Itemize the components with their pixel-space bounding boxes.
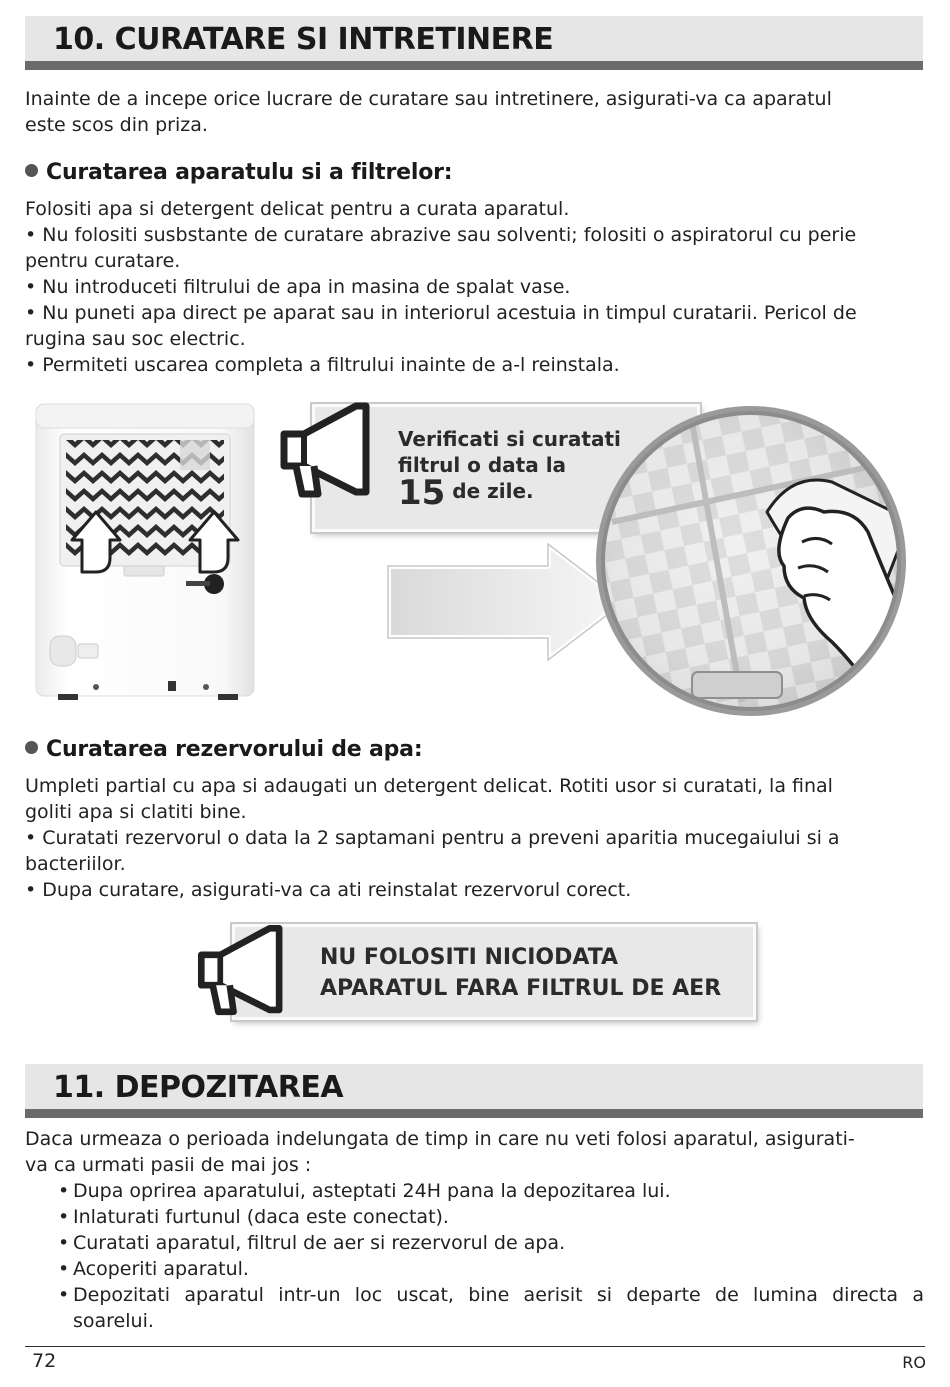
footer-divider (25, 1346, 925, 1347)
list-item: • Acoperiti aparatul. (58, 1256, 924, 1282)
list-item: • Dupa oprirea aparatului, asteptati 24H pana la depozitarea lui. (58, 1178, 924, 1204)
list-item: • Depozitati aparatul intr-un loc uscat, bine aerisit si departe de lumina directa a (58, 1282, 924, 1308)
tank-heading: Curatarea rezervorului de apa: (25, 735, 422, 765)
list-item: • Curatati aparatul, filtrul de aer si rezervorul de apa. (58, 1230, 924, 1256)
tank-text: Umpleti partial cu apa si adaugati un detergent delicat. Rotiti usor si curatati, la final goliti apa si clatiti bine. • Curatati rezervorul o data la 2 saptamani pentru a preveni aparitia mucegaiului si a bacteriilor. • Dupa curatare, asigurati-va ca ati reinstalat rezervorul corect. (25, 775, 840, 901)
section-10-header (25, 16, 923, 70)
bullet-dot-icon (25, 741, 38, 754)
megaphone-icon (188, 920, 300, 1022)
bullet-dot-icon (25, 164, 38, 177)
filters-heading: Curatarea aparatulu si a filtrelor: (25, 158, 452, 188)
section-10-title: 10. CURATARE SI INTRETINERE (53, 22, 554, 57)
days-number: 15 (398, 473, 446, 513)
list-item-continuation: soarelui. (73, 1310, 154, 1332)
no-filter-warning-text: NU FOLOSITI NICIODATA APARATUL FARA FILTRUL DE AER (320, 945, 722, 1001)
language-code: RO (902, 1353, 926, 1372)
filters-text: Folositi apa si detergent delicat pentru a curata aparatul. • Nu folositi susbstante de curatare abrazive sau solventi; folositi o aspiratorul cu perie pentru curatare. • Nu introduceti filtrului de apa in masina de spalat vase. • Nu puneti apa direct pe aparat sau in interiorul acestuia in timpul curatarii. Pericol de rugina sau soc electric. • Permiteti uscarea completa a filtrului inainte de a-l reinstala. (25, 198, 857, 376)
megaphone-icon (270, 400, 388, 502)
filter-cleaning-illustration (592, 402, 910, 720)
section-11-title: 11. DEPOZITAREA (53, 1070, 344, 1105)
page-number: 72 (32, 1350, 57, 1372)
section-10-intro: Inainte de a incepe orice lucrare de curatare sau intretinere, asigurati-va ca aparatul este scos din priza. (25, 88, 832, 136)
dehumidifier-back-illustration (30, 398, 262, 704)
storage-steps-list (58, 1178, 924, 1334)
filter-reminder-text: Verificati si curatati filtrul o data la 15 de zile. (398, 427, 621, 513)
section-11-intro: Daca urmeaza o perioada indelungata de timp in care nu veti folosi aparatul, asigurati- va ca urmati pasii de mai jos : (25, 1128, 855, 1176)
list-item: • Inlaturati furtunul (daca este conectat). (58, 1204, 924, 1230)
section-11-header (25, 1064, 923, 1118)
